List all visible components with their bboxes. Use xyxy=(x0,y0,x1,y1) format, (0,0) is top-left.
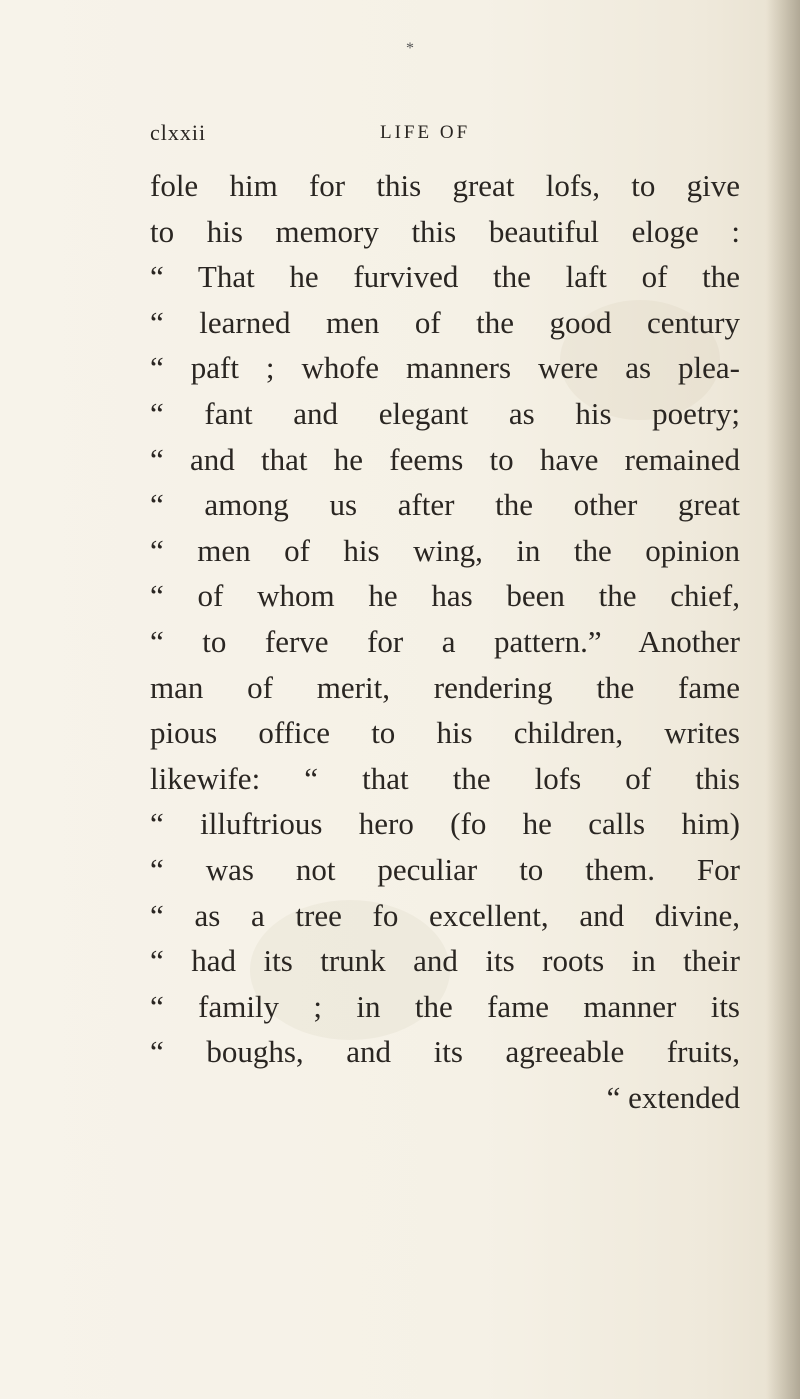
text-line: “ illuftrious hero (fo he calls him) xyxy=(150,806,740,842)
text-line: “ paft ; whofe manners were as plea- xyxy=(150,350,740,386)
text-line: fole him for this great lofs, to give xyxy=(150,168,740,203)
text-line: “ men of his wing, in the opinion xyxy=(150,532,740,568)
text-line: to his memory this beautiful eloge : xyxy=(150,213,740,249)
text-line: “ fant and elegant as his poetry; xyxy=(150,395,740,431)
page-edge-shadow xyxy=(766,0,800,1399)
text-line: “ among us after the other great xyxy=(150,487,740,523)
page-number: clxxii xyxy=(150,120,207,145)
text-line: “ to ferve for a pattern.” Another xyxy=(150,623,740,659)
text-line: man of merit, rendering the fame xyxy=(150,669,740,705)
text-line: “ family ; in the fame manner its xyxy=(150,988,740,1024)
text-line: “ as a tree fo excellent, and divine, xyxy=(150,897,740,933)
text-line: “ was not peculiar to them. For xyxy=(150,851,740,887)
catchword-line: “ extended xyxy=(606,1079,740,1115)
printer-ornament: * xyxy=(406,40,414,57)
text-line: “ of whom he has been the chief, xyxy=(150,578,740,614)
text-line: “ and that he feems to have remained xyxy=(150,441,740,477)
page-header xyxy=(150,120,750,150)
body-text xyxy=(150,163,740,1120)
text-line: “ learned men of the good century xyxy=(150,304,740,340)
running-head: LIFE OF xyxy=(380,122,471,143)
text-line: “ boughs, and its agreeable fruits, xyxy=(150,1034,740,1070)
text-line: pious office to his children, writes xyxy=(150,715,740,751)
text-line: “ That he furvived the laft of the xyxy=(150,259,740,295)
text-line: likewife: “ that the lofs of this xyxy=(150,760,740,796)
text-line: “ had its trunk and its roots in their xyxy=(150,943,740,979)
